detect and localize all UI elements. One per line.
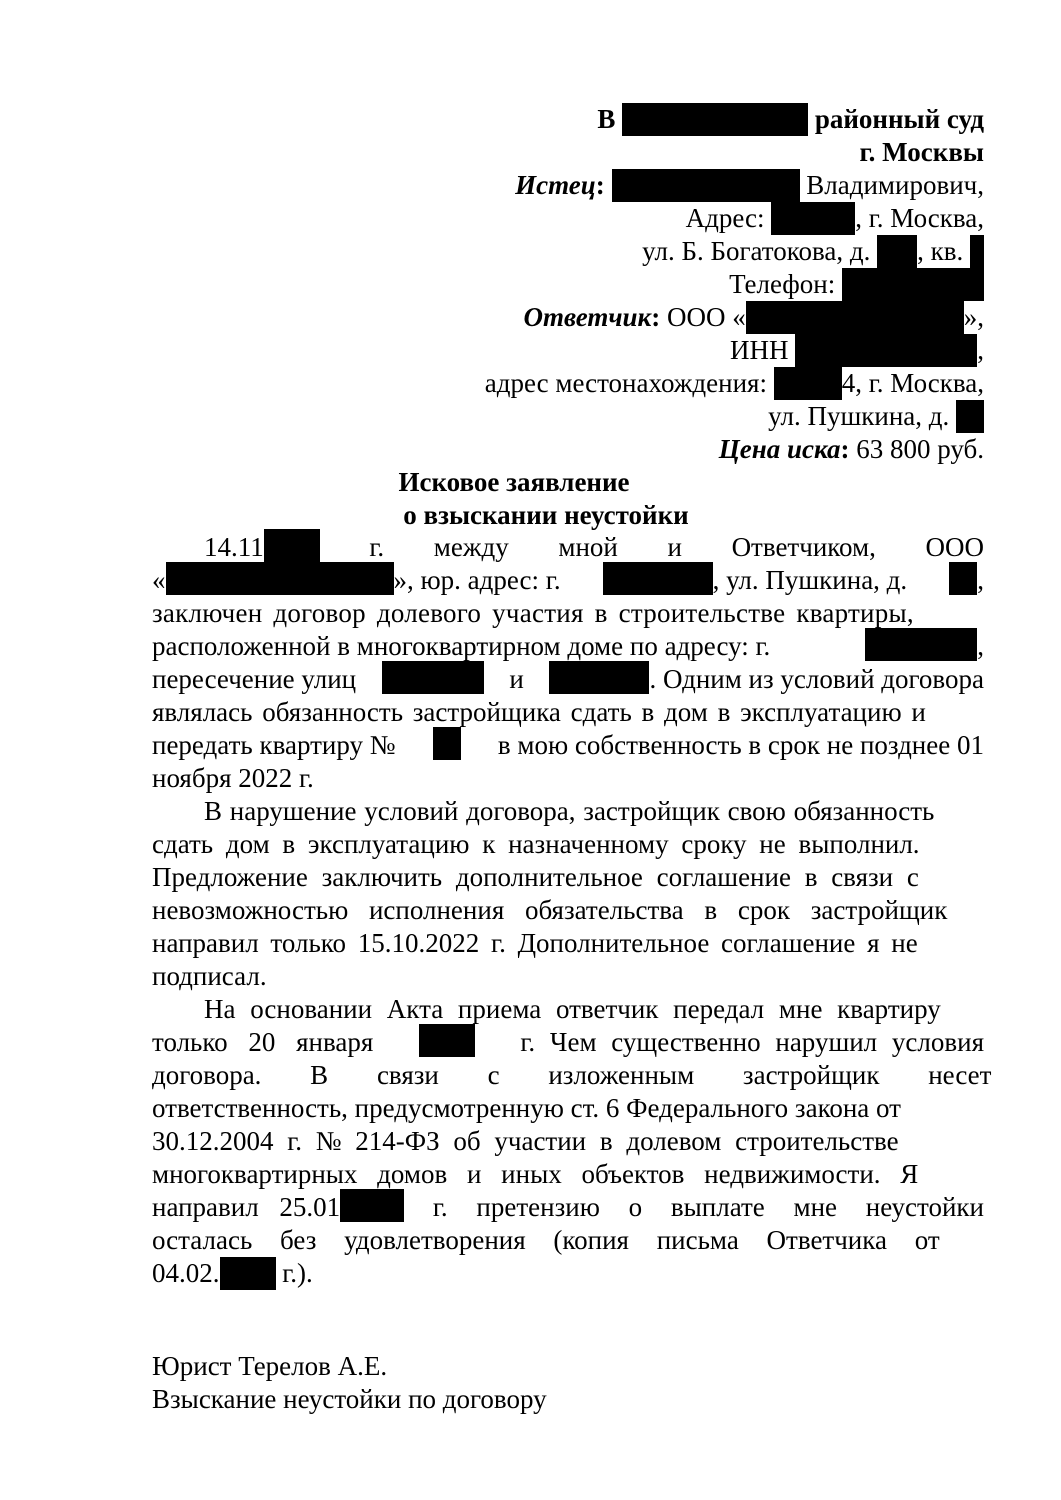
p1-line7 [152, 729, 984, 761]
p3-line7 [152, 1191, 984, 1223]
redaction [795, 334, 977, 367]
p2-line3: Предложение заключить дополнительное соглашение в связи с [152, 862, 919, 892]
p1-line1 [204, 531, 984, 563]
house-fragment [949, 564, 984, 597]
document-title: Исковое заявление [398, 467, 630, 497]
text: 14.11 [204, 532, 264, 562]
redaction [264, 529, 320, 562]
p1-line4 [152, 630, 984, 662]
text: расположенной в многоквартирном доме по адресу: г. [152, 631, 771, 661]
court-line [152, 103, 984, 135]
author: Юрист Терелов А.Е. [152, 1351, 388, 1381]
text: . Одним из условий договора [649, 664, 984, 694]
p3-line1: На основании Акта приема ответчик передал мне квартиру [204, 994, 941, 1024]
redaction [340, 1189, 404, 1222]
text: направил 25.01 [152, 1192, 341, 1222]
address-city: , г. Москва, [855, 203, 984, 233]
p3-line4: ответственность, предусмотренную ст. 6 Федерального закона от [152, 1093, 901, 1123]
phone-line [152, 268, 984, 300]
text: только 20 января [152, 1027, 374, 1057]
redaction [166, 562, 394, 595]
address-label: Адрес: [685, 203, 765, 233]
text: ООО [925, 532, 984, 562]
p3-line5: 30.12.2004 г. № 214-ФЗ об участии в долевом строительстве [152, 1126, 899, 1156]
redaction [622, 103, 808, 136]
p3-line2 [152, 1026, 984, 1058]
inn-label: ИНН [730, 335, 789, 365]
p2-line5: направил только 15.10.2022 г. Дополнительное соглашение я не [152, 928, 918, 958]
text: г. претензию о выплате мне неустойки [432, 1192, 984, 1222]
p1-line8: ноября 2022 г. [152, 763, 314, 793]
price-label: Цена иска [718, 434, 841, 464]
text: и [667, 532, 682, 562]
p1-line2 [152, 564, 984, 596]
redaction [774, 367, 842, 400]
text: 04.02. [152, 1258, 220, 1288]
location-line [152, 367, 984, 399]
redaction [549, 661, 649, 694]
court-suffix: районный суд [814, 104, 984, 134]
plaintiff-patronymic: Владимирович, [806, 170, 984, 200]
plaintiff-line [152, 169, 984, 201]
p3-line8: осталась без удовлетворения (копия письма Ответчика от [152, 1225, 940, 1255]
p2-line2: сдать дом в эксплуатацию к назначенному сроку не выполнил. [152, 829, 920, 859]
apartment-label: , кв. [917, 236, 964, 266]
colon: : [595, 170, 605, 200]
p1-line5 [152, 663, 984, 695]
text: и [509, 664, 524, 694]
date-fragment [204, 531, 320, 564]
text: в мою собственность в срок не позднее 01 [497, 730, 984, 760]
p1-line3: заключен договор долевого участия в строительстве квартиры, [152, 598, 914, 628]
redaction [877, 235, 917, 268]
city-fragment [603, 564, 908, 597]
p3-line3: договора. В связи с изложенным застройщик несет [152, 1060, 992, 1090]
text: передать квартиру № [152, 730, 396, 760]
redaction [949, 562, 977, 595]
redaction [842, 268, 984, 301]
price-line [152, 433, 984, 465]
text: , [977, 565, 984, 595]
redaction [865, 628, 977, 661]
court-city: г. Москвы [859, 137, 984, 167]
defendant-label: Ответчик [523, 302, 652, 332]
text: Ответчиком, [731, 532, 876, 562]
p2-line1: В нарушение условий договора, застройщик свою обязанность [204, 796, 935, 826]
text: « [152, 565, 166, 595]
colon: : [840, 434, 850, 464]
document-subject: Взыскание неустойки по договору [152, 1384, 547, 1414]
redaction [746, 301, 964, 334]
text: г.). [282, 1258, 313, 1288]
redaction [612, 169, 800, 202]
colon: : [651, 302, 661, 332]
p1-line6: являлась обязанность застройщика сдать в дом в эксплуатацию и [152, 697, 926, 727]
comma: , [977, 335, 984, 365]
redaction [956, 400, 984, 433]
redaction [603, 562, 713, 595]
redaction [220, 1257, 276, 1290]
p2-line6: подписал. [152, 961, 267, 991]
redaction [419, 1024, 475, 1057]
defendant-org-close: », [963, 302, 984, 332]
redaction [970, 235, 984, 268]
text: г. Чем существенно нарушил условия [520, 1027, 984, 1057]
p3-line9 [152, 1257, 984, 1289]
address-fragment [865, 630, 984, 663]
text: г. [369, 532, 385, 562]
plaintiff-street-line [152, 235, 984, 267]
text: , [977, 631, 984, 661]
inn-line [152, 334, 984, 366]
redaction [382, 661, 484, 694]
streets-fragment [549, 663, 984, 696]
plaintiff-address-line [152, 202, 984, 234]
defendant-org-open: ООО « [667, 302, 746, 332]
phone-label: Телефон: [729, 269, 836, 299]
document-subtitle: о взыскании неустойки [403, 500, 689, 530]
date-fragment [152, 1191, 404, 1224]
org-fragment [152, 564, 561, 597]
text: », юр. адрес: г. [393, 565, 561, 595]
text: пересечение улиц [152, 664, 357, 694]
redaction [771, 202, 855, 235]
p2-line4: невозможностью исполнения обязательства в срок застройщик [152, 895, 948, 925]
location-street-line [152, 400, 984, 432]
text: мной [558, 532, 618, 562]
street: ул. Б. Богатокова, д. [642, 236, 871, 266]
defendant-line [152, 301, 984, 333]
text: между [433, 532, 509, 562]
price-value: 63 800 руб. [856, 434, 984, 464]
p3-line6: многоквартирных домов и иных объектов недвижимости. Я [152, 1159, 919, 1189]
plaintiff-label: Истец [515, 170, 596, 200]
text: , ул. Пушкина, д. [712, 565, 908, 595]
court-prefix: В [597, 104, 616, 134]
location-rest: 4, г. Москва, [841, 368, 984, 398]
redaction [433, 727, 461, 760]
location-street: ул. Пушкина, д. [768, 401, 950, 431]
location-label: адрес местонахождения: [484, 368, 767, 398]
